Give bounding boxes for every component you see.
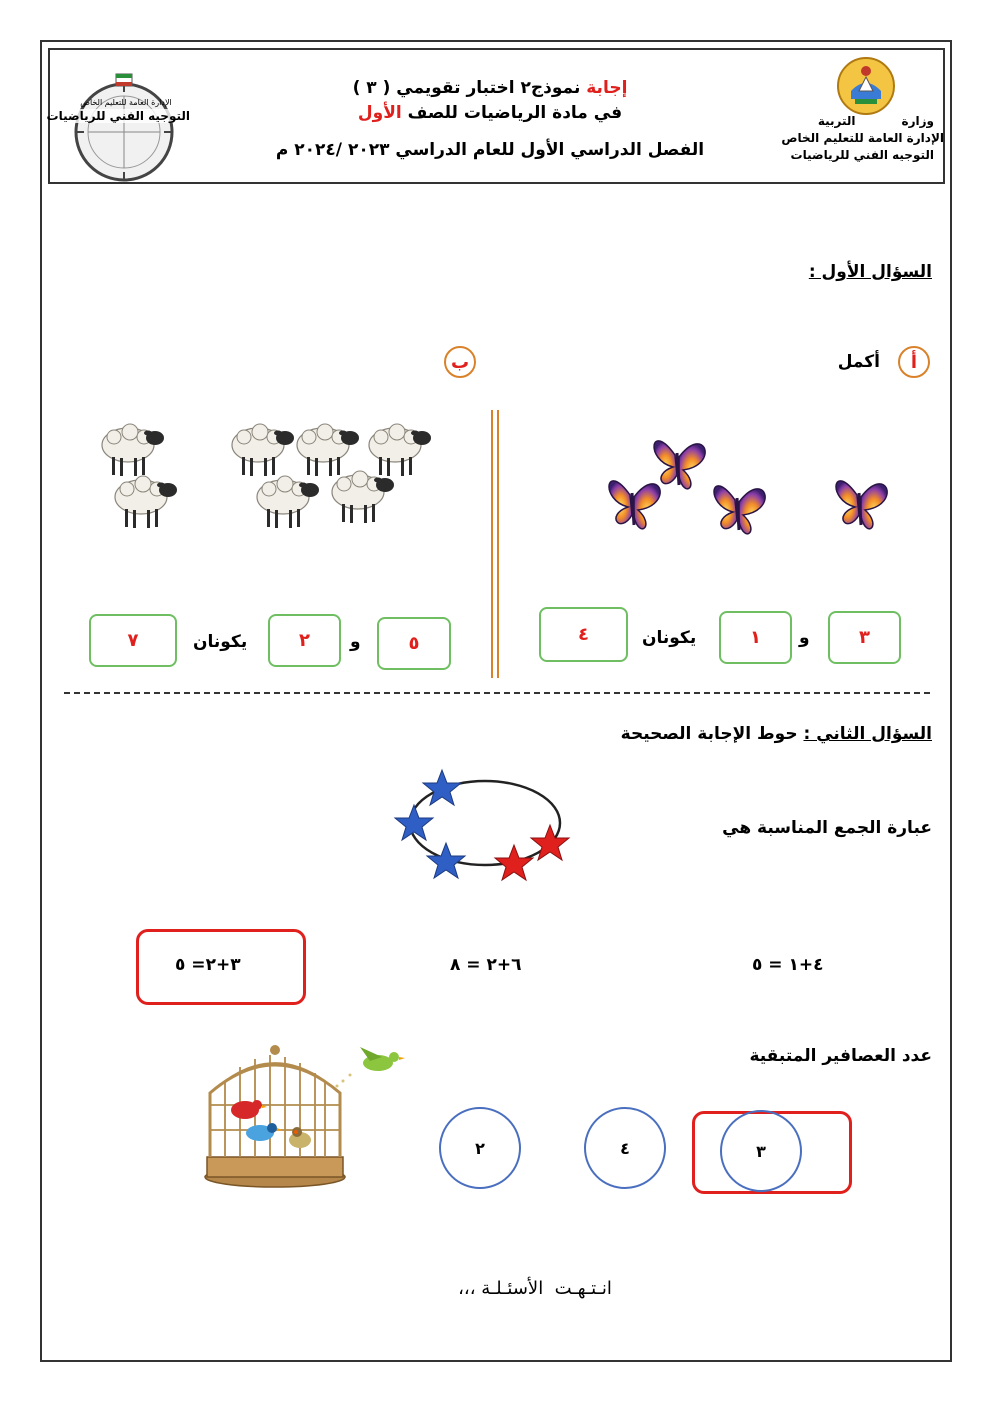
option1-b[interactable]: ٦+٢ = ٨ xyxy=(450,955,522,975)
option1-c[interactable]: ٣+٢= ٥ xyxy=(175,955,241,975)
blue-star xyxy=(427,843,465,878)
butterfly xyxy=(654,441,705,489)
sheep xyxy=(102,424,164,476)
part-a-letter: أ xyxy=(898,346,930,378)
bird xyxy=(246,1123,282,1141)
option2-b[interactable]: ٤ xyxy=(584,1107,666,1189)
butterfly xyxy=(714,486,765,534)
sheep xyxy=(369,424,431,476)
header-title: إجابة نموذج٢ اختبار تقويمي ( ٣ ) xyxy=(352,78,628,98)
header-subtitle: في مادة الرياضيات للصف الأول xyxy=(357,103,623,123)
answer-box-a-result: ٤ xyxy=(539,607,628,662)
and-word-b: و xyxy=(350,632,361,652)
sheep xyxy=(115,476,177,528)
end-of-questions: انـتـهـت الأسئـلـة ،،، xyxy=(458,1278,612,1299)
red-star xyxy=(495,845,533,880)
and-word-a: و xyxy=(799,628,810,648)
butterfly xyxy=(836,481,887,529)
answer-box-a-first: ٣ xyxy=(828,611,901,664)
item1-label: عبارة الجمع المناسبة هي xyxy=(722,818,932,838)
answer-box-b-first: ٥ xyxy=(377,617,451,670)
answer-box-b-result: ٧ xyxy=(89,614,177,667)
sheep xyxy=(232,424,294,476)
ministry-line3: التوجيه الفني للرياضيات xyxy=(790,148,934,162)
answer-box-a-second: ١ xyxy=(719,611,792,664)
math-department-logo xyxy=(64,70,186,182)
sheep xyxy=(257,476,319,528)
q1-title: السؤال الأول : xyxy=(808,262,932,282)
ministry-line2: الإدارة العامة للتعليم الخاص xyxy=(781,131,944,145)
item2-label: عدد العصافير المتبقية xyxy=(749,1046,932,1066)
q2-title: السؤال الثاني : حوط الإجابة الصحيحة xyxy=(620,724,932,744)
verb-a: يكونان xyxy=(642,628,697,648)
logo-main-text: التوجيه الفني للرياضيات xyxy=(46,109,190,123)
answer-box-b-second: ٢ xyxy=(268,614,341,667)
divider-line-1 xyxy=(491,410,493,678)
divider-line-2 xyxy=(497,410,499,678)
flying-bird xyxy=(360,1047,405,1071)
section-separator xyxy=(64,692,930,694)
option2-c[interactable]: ٢ xyxy=(439,1107,521,1189)
stars-illustration xyxy=(390,765,580,885)
bird xyxy=(231,1100,267,1119)
butterfly xyxy=(609,481,660,529)
header-year-line: الفصل الدراسي الأول للعام الدراسي ٢٠٢٣ /٢٠٢٤ م xyxy=(275,140,705,160)
verb-b: يكونان xyxy=(193,632,248,652)
option1-a[interactable]: ٤+١ = ٥ xyxy=(752,955,824,975)
sheep-illustration xyxy=(95,415,440,545)
ministry-line1: وزارة التربية xyxy=(817,114,934,128)
blue-star xyxy=(423,770,461,805)
sheep xyxy=(297,424,359,476)
option2-a[interactable]: ٣ xyxy=(720,1110,802,1192)
sheep xyxy=(332,471,394,523)
part-b-letter: ب xyxy=(444,346,476,378)
bird-cage-illustration xyxy=(200,1045,420,1190)
butterflies-illustration xyxy=(595,405,905,545)
ministry-emblem xyxy=(835,55,897,117)
part-a-label: أكمل xyxy=(837,352,880,372)
logo-small-text: الإدارة العامة للتعليم الخاص xyxy=(80,98,172,107)
